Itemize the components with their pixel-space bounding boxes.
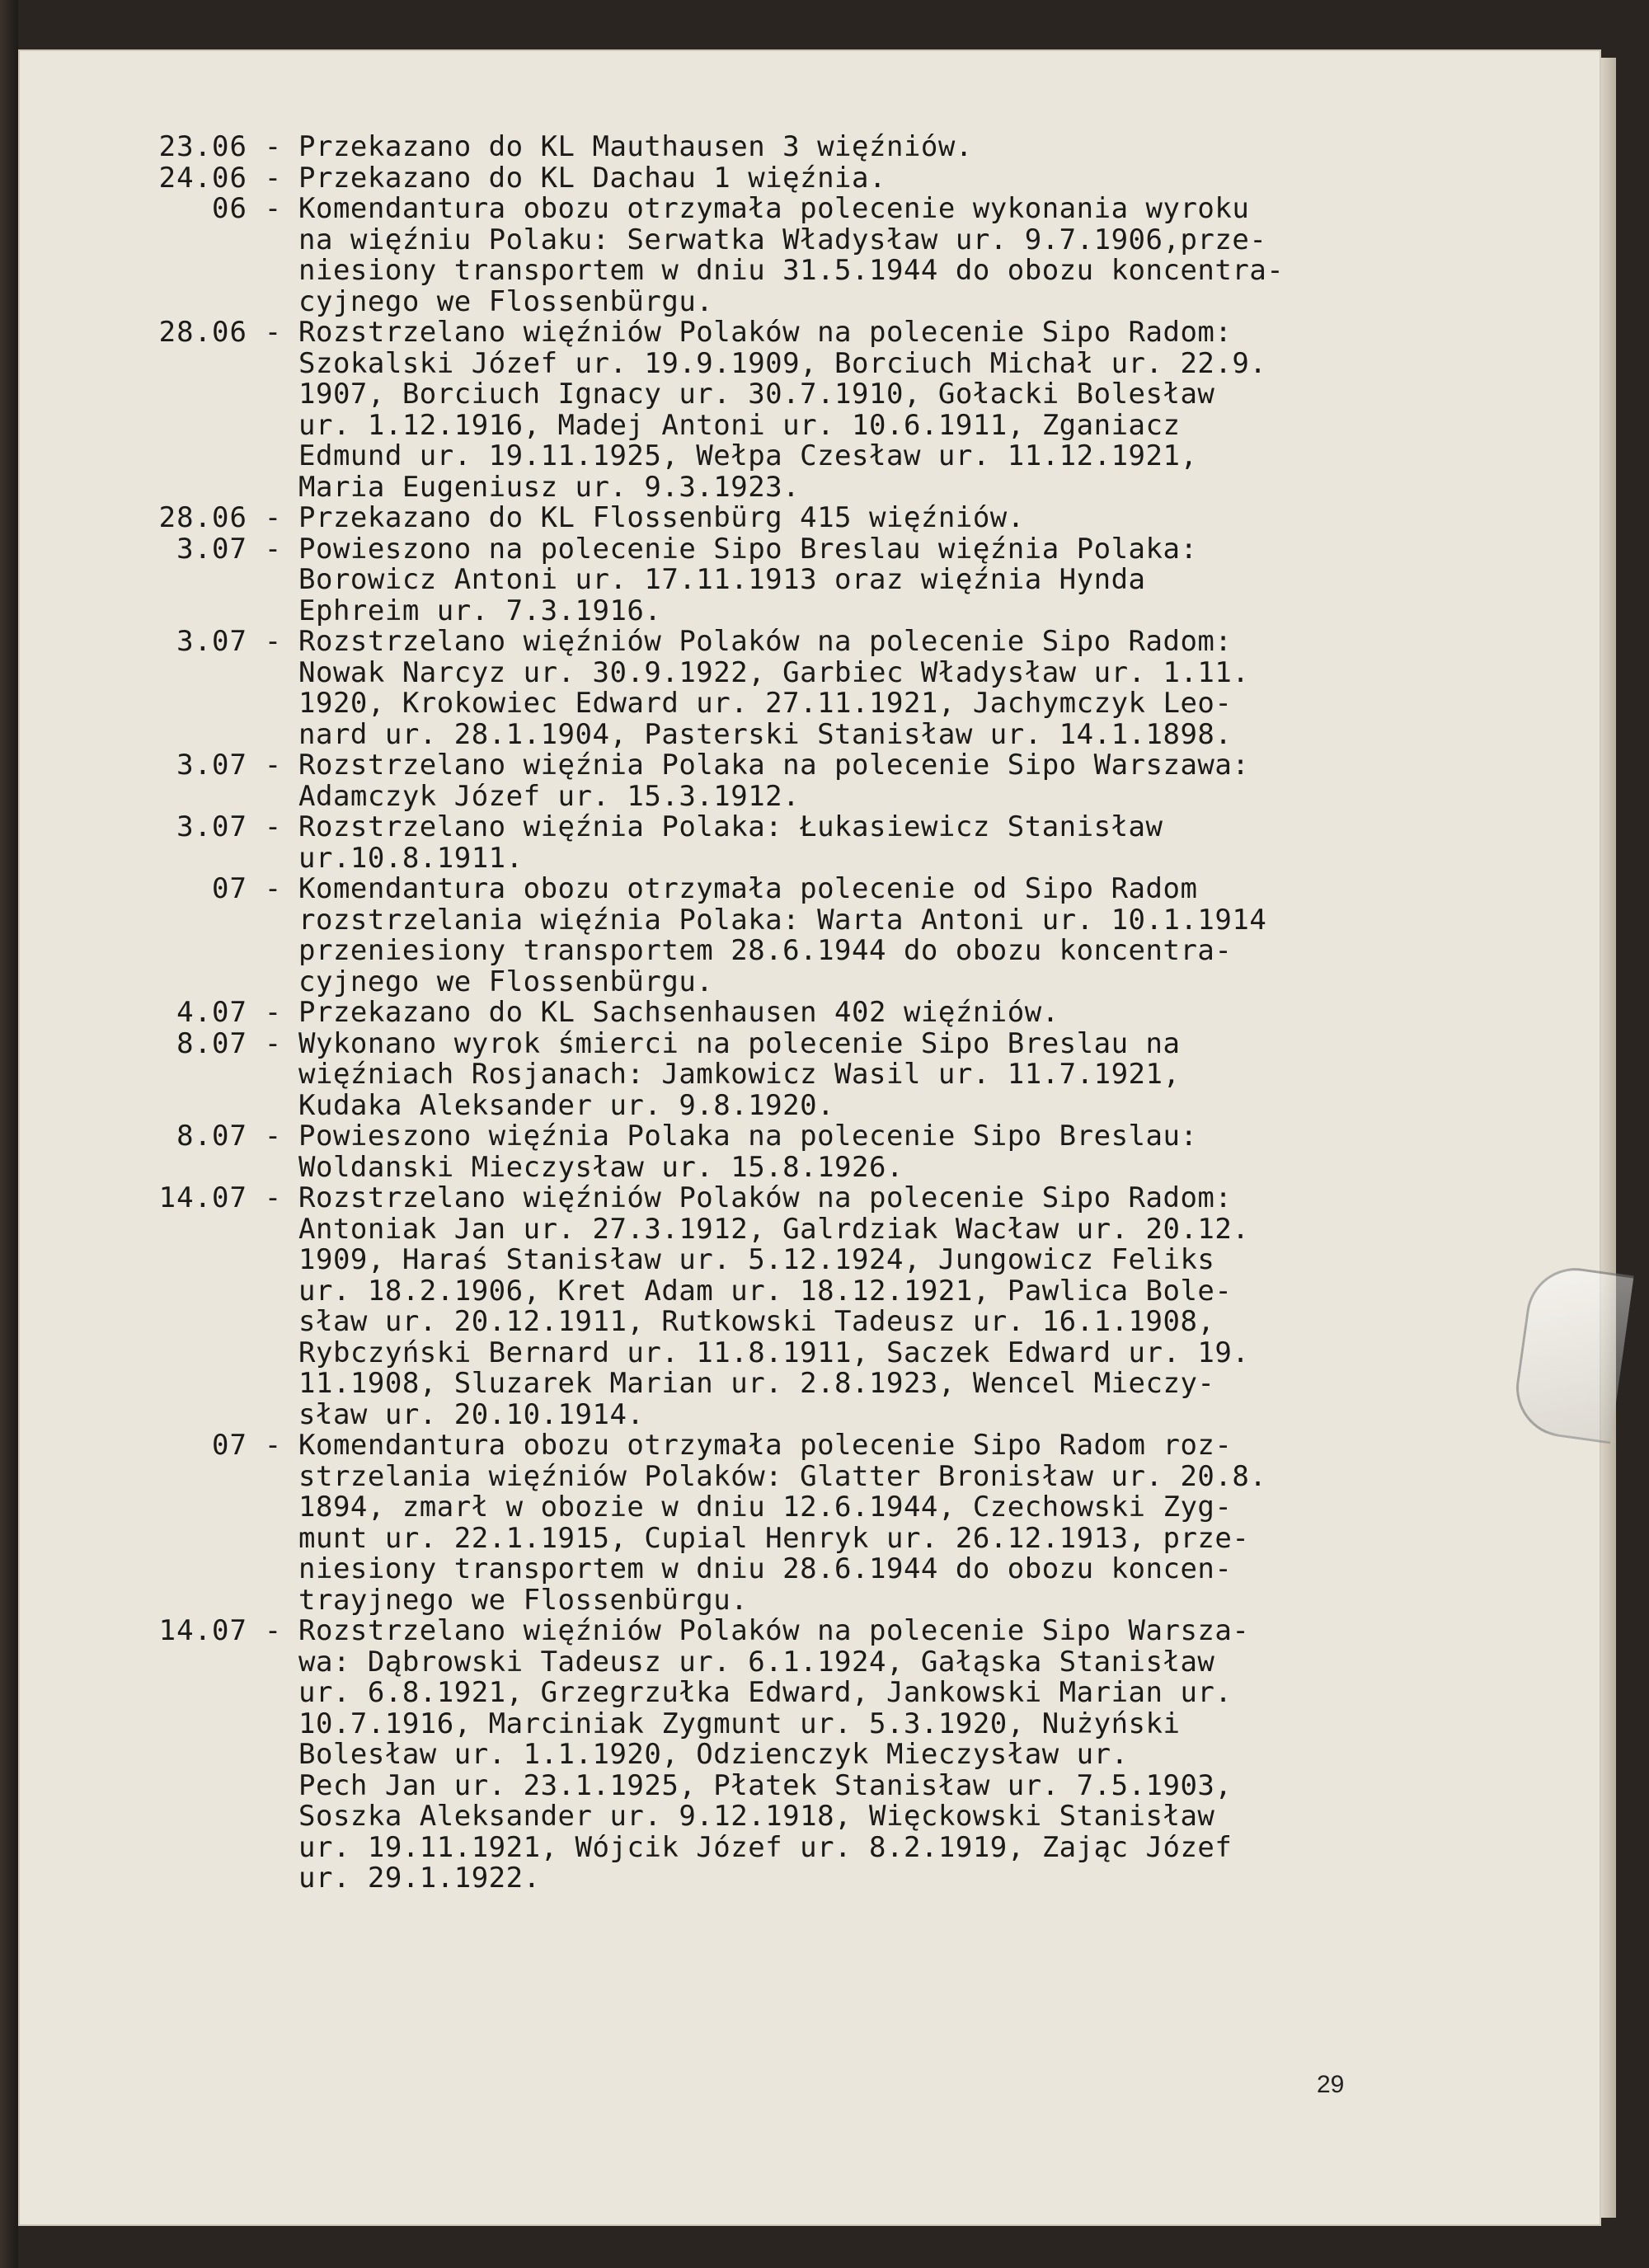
entry-text-line: Soszka Aleksander ur. 9.12.1918, Więckowski Stanisław xyxy=(298,1800,1215,1833)
entry-text-line: 1894, zmarł w obozie w dniu 12.6.1944, Czechowski Zyg- xyxy=(298,1491,1233,1524)
entry-text-line: Rozstrzelano więźnia Polaka na polecenie Sipo Warszawa: xyxy=(298,749,1250,782)
entry-dash: - xyxy=(264,810,282,843)
entry-date: 23.06 xyxy=(158,130,247,163)
entry-text-line: 11.1908, Sluzarek Marian ur. 2.8.1923, Wencel Mieczy- xyxy=(298,1367,1215,1400)
entry-text-line: Nowak Narcyz ur. 30.9.1922, Garbiec Władysław ur. 1.11. xyxy=(298,655,1250,689)
entry-text-line: Rozstrzelano więźniów Polaków na polecenie Sipo Radom: xyxy=(298,1181,1233,1214)
entry-text-line: Rozstrzelano więźniów Polaków na polecenie Sipo Radom: xyxy=(298,625,1233,658)
entry-text-line: ur. 29.1.1922. xyxy=(298,1862,541,1895)
entry-text-line: Przekazano do KL Flossenbürg 415 więźniów. xyxy=(298,501,1025,534)
entry-text-line: Kudaka Aleksander ur. 9.8.1920. xyxy=(298,1088,835,1122)
chronology-entry xyxy=(140,1183,1426,1430)
entry-text xyxy=(298,1026,1426,1122)
chronology-entry xyxy=(140,812,1426,874)
entry-date: 07 xyxy=(212,1429,247,1462)
entry-text xyxy=(298,132,1426,163)
entry-text-line: Maria Eugeniusz ur. 9.3.1923. xyxy=(298,470,801,504)
entry-text-line: ur.10.8.1911. xyxy=(298,841,524,875)
entry-text-line: Borowicz Antoni ur. 17.11.1913 oraz więźnia Hynda xyxy=(298,563,1146,596)
entry-text-line: Edmund ur. 19.11.1925, Wełpa Czesław ur. 11.12.1921, xyxy=(298,439,1198,472)
page-number: 29 xyxy=(1317,2071,1345,2098)
entry-text-line: 1909, Haraś Stanisław ur. 5.12.1924, Jungowicz Feliks xyxy=(298,1243,1215,1276)
entry-date: 28.06 xyxy=(158,501,247,534)
entry-text xyxy=(298,534,1426,627)
entry-text-line: ur. 19.11.1921, Wójcik Józef ur. 8.2.1919, Zając Józef xyxy=(298,1830,1233,1864)
page-edge xyxy=(1601,58,1616,2218)
entry-text-line: ur. 1.12.1916, Madej Antoni ur. 10.6.1911, Zganiacz xyxy=(298,408,1181,442)
entry-date: 8.07 xyxy=(176,1026,247,1060)
entry-text-line: Pech Jan ur. 23.1.1925, Płatek Stanisław ur. 7.5.1903, xyxy=(298,1768,1233,1802)
entry-date: 14.07 xyxy=(158,1181,247,1214)
entry-dash: - xyxy=(264,192,282,225)
entry-text xyxy=(298,163,1426,195)
entry-text-line: Rybczyński Bernard ur. 11.8.1911, Saczek Edward ur. 19. xyxy=(298,1336,1250,1369)
chronology-entry xyxy=(140,750,1426,812)
entry-text-line: Woldanski Mieczysław ur. 15.8.1926. xyxy=(298,1150,904,1184)
entry-dash: - xyxy=(264,1429,282,1462)
chronology-entry xyxy=(140,534,1426,627)
entry-date: 06 xyxy=(212,192,247,225)
entry-date: 8.07 xyxy=(176,1120,247,1153)
entry-text-line: sław ur. 20.10.1914. xyxy=(298,1397,645,1431)
entry-date: 07 xyxy=(212,872,247,905)
entry-text-line: Komendantura obozu otrzymała polecenie od Sipo Radom xyxy=(298,872,1198,905)
entry-text-line: Przekazano do KL Sachsenhausen 402 więźniów. xyxy=(298,996,1059,1029)
chronology-entry xyxy=(140,1026,1426,1122)
entry-text-line: niesiony transportem w dniu 28.6.1944 do obozu koncen- xyxy=(298,1552,1233,1585)
entry-text-line: Komendantura obozu otrzymała polecenie wykonania wyroku xyxy=(298,192,1250,225)
entry-text-line: Adamczyk Józef ur. 15.3.1912. xyxy=(298,779,801,813)
entry-text xyxy=(298,750,1426,812)
entry-date: 28.06 xyxy=(158,316,247,349)
chronology-entry xyxy=(140,317,1426,503)
book-binding xyxy=(0,0,18,2268)
entry-date: 14.07 xyxy=(158,1614,247,1647)
entry-text-line: Rozstrzelano więźniów Polaków na polecenie Sipo Radom: xyxy=(298,316,1233,349)
entry-text-line: rozstrzelania więźnia Polaka: Warta Antoni ur. 10.1.1914 xyxy=(298,903,1267,937)
entry-text-line: Ephreim ur. 7.3.1916. xyxy=(298,594,662,627)
entry-text xyxy=(298,874,1426,998)
entry-text-line: Antoniak Jan ur. 27.3.1912, Galrdziak Wacław ur. 20.12. xyxy=(298,1212,1250,1246)
entry-dash: - xyxy=(264,1120,282,1153)
entry-text-line: Wykonano wyrok śmierci na polecenie Sipo Breslau na xyxy=(298,1026,1181,1060)
entry-date: 24.06 xyxy=(158,161,247,195)
entry-dash: - xyxy=(264,161,282,195)
entry-date: 3.07 xyxy=(176,532,247,566)
entry-text-line: 1907, Borciuch Ignacy ur. 30.7.1910, Gołacki Bolesław xyxy=(298,378,1215,411)
entry-text-line: Szokalski Józef ur. 19.9.1909, Borciuch Michał ur. 22.9. xyxy=(298,346,1267,380)
chronology-entry xyxy=(140,194,1426,317)
entry-dash: - xyxy=(264,316,282,349)
entry-text-line: cyjnego we Flossenbürgu. xyxy=(298,965,714,998)
chronology-entry xyxy=(140,874,1426,998)
chronology-entry xyxy=(140,1121,1426,1183)
entry-text-line: Rozstrzelano więźniów Polaków na polecenie Sipo Warsza- xyxy=(298,1614,1250,1647)
entry-text-line: munt ur. 22.1.1915, Cupial Henryk ur. 26.12.1913, prze- xyxy=(298,1521,1250,1555)
entry-dash: - xyxy=(264,749,282,782)
entry-text-line: Przekazano do KL Mauthausen 3 więźniów. xyxy=(298,130,973,163)
entry-text-line: cyjnego we Flossenbürgu. xyxy=(298,284,714,318)
entry-text xyxy=(298,812,1426,874)
entry-text-line: strzelania więźniów Polaków: Glatter Bronisław ur. 20.8. xyxy=(298,1459,1267,1493)
chronology-entry xyxy=(140,1430,1426,1616)
entry-text xyxy=(298,1121,1426,1183)
chronology-entry xyxy=(140,163,1426,195)
entry-dash: - xyxy=(264,1181,282,1214)
entry-dash: - xyxy=(264,625,282,658)
chronology-list xyxy=(140,132,1426,1895)
chronology-entry xyxy=(140,503,1426,534)
entry-text xyxy=(298,1430,1426,1616)
entry-text-line: Rozstrzelano więźnia Polaka: Łukasiewicz Stanisław xyxy=(298,810,1163,843)
entry-text-line: ur. 6.8.1921, Grzegrzułka Edward, Jankowski Marian ur. xyxy=(298,1676,1233,1709)
chronology-entry xyxy=(140,998,1426,1029)
entry-text-line: 1920, Krokowiec Edward ur. 27.11.1921, Jachymczyk Leo- xyxy=(298,687,1233,720)
entry-dash: - xyxy=(264,1614,282,1647)
entry-date: 3.07 xyxy=(176,625,247,658)
entry-text-line: wa: Dąbrowski Tadeusz ur. 6.1.1924, Gałąska Stanisław xyxy=(298,1645,1215,1679)
entry-text-line: 10.7.1916, Marciniak Zygmunt ur. 5.3.1920, Nużyński xyxy=(298,1707,1181,1740)
entry-text-line: ur. 18.2.1906, Kret Adam ur. 18.12.1921, Pawlica Bole- xyxy=(298,1274,1233,1308)
chronology-entry xyxy=(140,1616,1426,1895)
chronology-entry xyxy=(140,627,1426,750)
entry-dash: - xyxy=(264,996,282,1029)
entry-text-line: na więźniu Polaku: Serwatka Władysław ur. 9.7.1906,prze- xyxy=(298,223,1267,256)
entry-text xyxy=(298,194,1426,317)
entry-text xyxy=(298,317,1426,503)
entry-dash: - xyxy=(264,532,282,566)
entry-dash: - xyxy=(264,501,282,534)
entry-date: 4.07 xyxy=(176,996,247,1029)
entry-text-line: więźniach Rosjanach: Jamkowicz Wasil ur. 11.7.1921, xyxy=(298,1058,1181,1091)
entry-text-line: Przekazano do KL Dachau 1 więźnia. xyxy=(298,161,886,195)
entry-text-line: Komendantura obozu otrzymała polecenie Sipo Radom roz- xyxy=(298,1429,1233,1462)
entry-text-line: trayjnego we Flossenbürgu. xyxy=(298,1583,749,1617)
entry-text-line: niesiony transportem w dniu 31.5.1944 do obozu koncentra- xyxy=(298,254,1285,287)
entry-dash: - xyxy=(264,1026,282,1060)
entry-date: 3.07 xyxy=(176,749,247,782)
entry-text-line: nard ur. 28.1.1904, Pasterski Stanisław ur. 14.1.1898. xyxy=(298,717,1233,751)
entry-text xyxy=(298,503,1426,534)
entry-text xyxy=(298,998,1426,1029)
entry-date: 3.07 xyxy=(176,810,247,843)
entry-text-line: Bolesław ur. 1.1.1920, Odzienczyk Mieczysław ur. xyxy=(298,1738,1129,1771)
entry-text-line: przeniesiony transportem 28.6.1944 do obozu koncentra- xyxy=(298,934,1233,967)
chronology-entry xyxy=(140,132,1426,163)
entry-text xyxy=(298,1616,1426,1895)
entry-text xyxy=(298,627,1426,750)
entry-text-line: Powieszono na polecenie Sipo Breslau więźnia Polaka: xyxy=(298,532,1198,566)
entry-dash: - xyxy=(264,872,282,905)
entry-dash: - xyxy=(264,130,282,163)
entry-text-line: Powieszono więźnia Polaka na polecenie Sipo Breslau: xyxy=(298,1120,1198,1153)
entry-text xyxy=(298,1183,1426,1430)
entry-text-line: sław ur. 20.12.1911, Rutkowski Tadeusz ur. 16.1.1908, xyxy=(298,1305,1215,1338)
